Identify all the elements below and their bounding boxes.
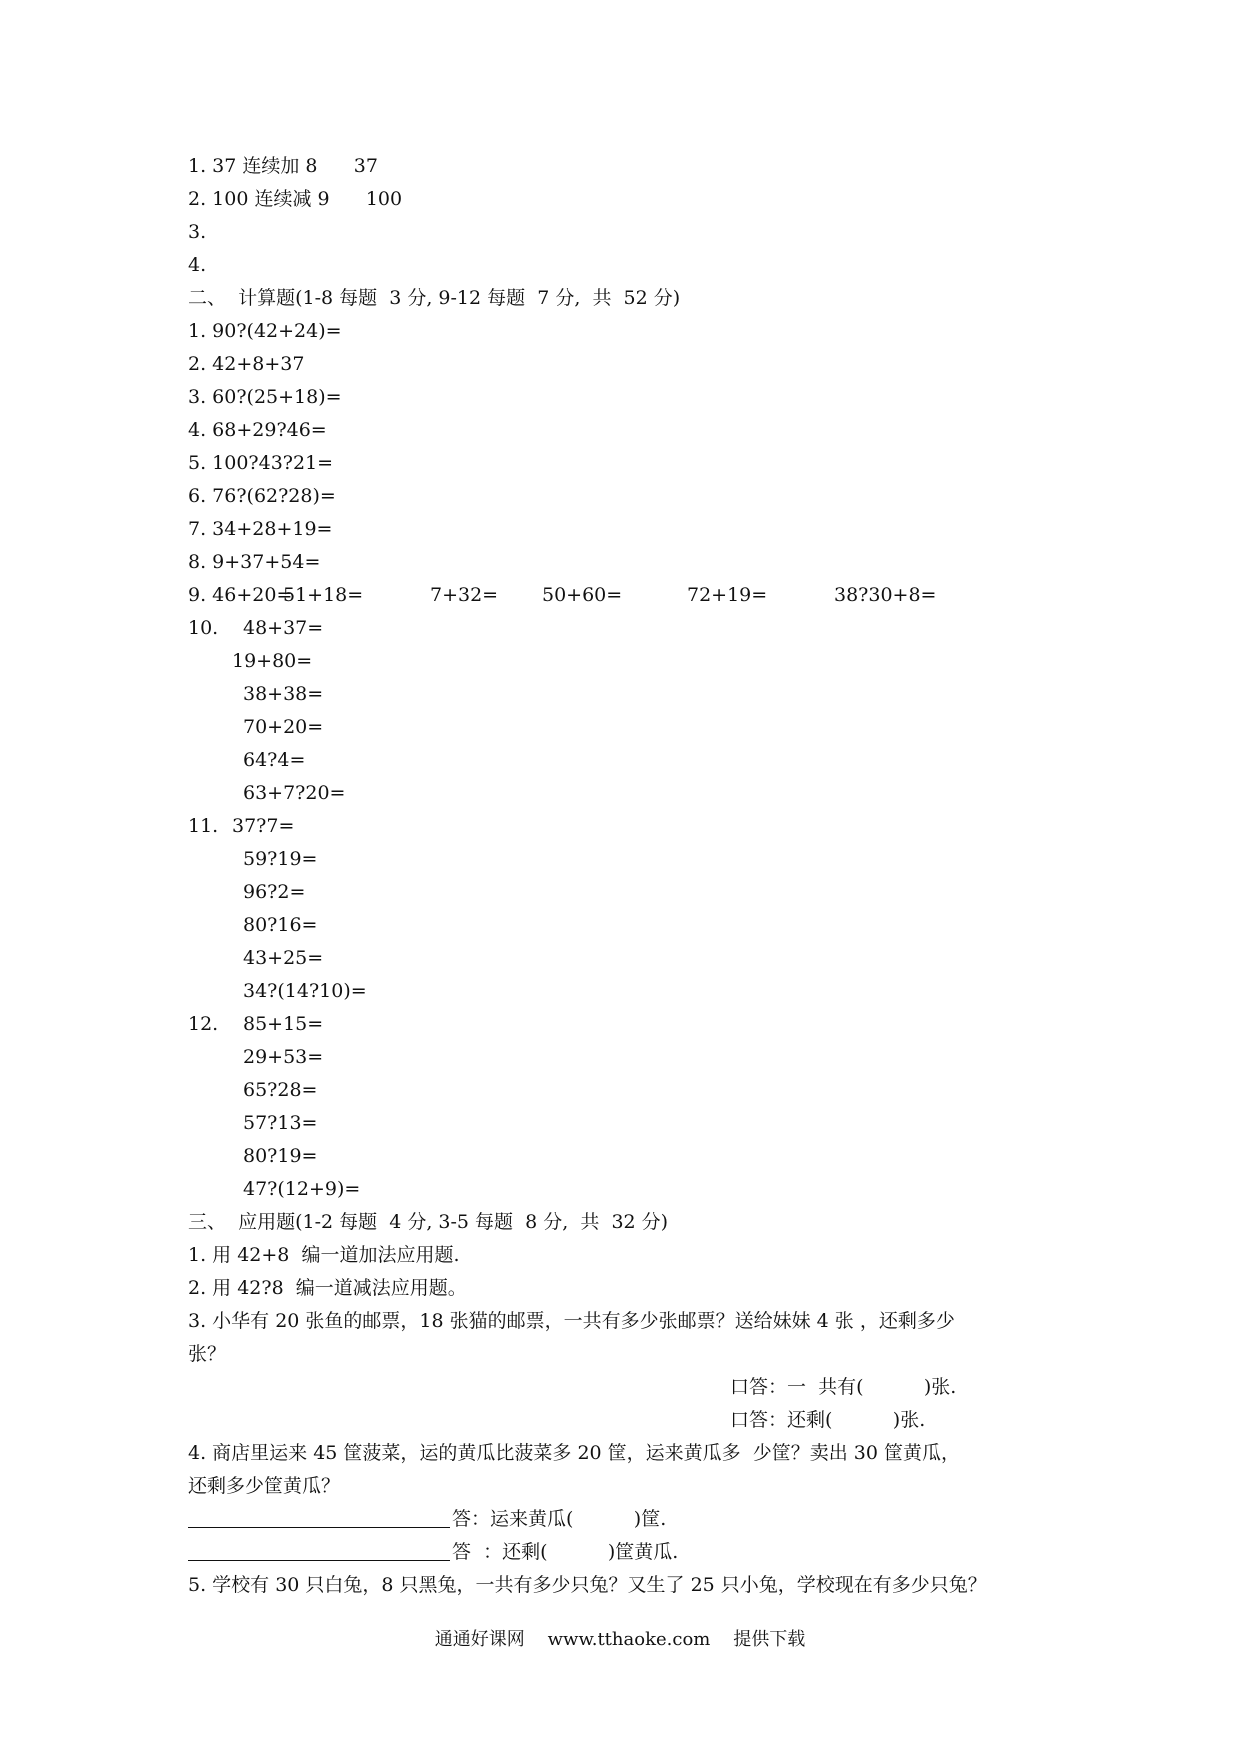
s3-q5: 5. 学校有 30 只白兔，8 只黑兔，一共有多少只兔？又生了 25 只小兔，学校现在有多少只兔？ [188,1574,987,1596]
q12-expr-4: 57?13= [243,1112,318,1134]
q9-part-4: 72+19= [687,584,768,606]
page-footer [0,1628,1240,1652]
footer-brand: 通通好课网 [434,1629,525,1650]
s2-item-8: 8. 9+37+54= [188,551,321,573]
q12-label: 12. [188,1013,219,1035]
q12-expr-6: 47?(12+9)= [243,1178,361,1200]
answer-blank-line-2 [188,1560,450,1561]
s2-item-7: 7. 34+28+19= [188,518,333,540]
q12-expr-1: 85+15= [243,1013,324,1035]
s3-q3-answer-remaining: 口答：还剩( )张. [730,1409,926,1431]
footer-url[interactable]: www.tthaoke.com [547,1629,711,1650]
s1-item-4: 4. [188,254,207,276]
section3-heading: 三、 应用题(1-2 每题 4 分, 3-5 每题 8 分, 共 32 分) [188,1211,669,1233]
q10-label: 10. [188,617,219,639]
s3-q3-answer-total: 口答：一 共有( )张. [730,1376,957,1398]
s1-item-1: 1. 37 连续加 8 37 [188,155,378,177]
q12-expr-3: 65?28= [243,1079,318,1101]
q11-expr-6: 34?(14?10)= [243,980,367,1002]
s3-q4-answer-remaining: 答 ：还剩( )筐黄瓜. [452,1541,679,1563]
s2-item-5: 5. 100?43?21= [188,452,334,474]
q11-label: 11. [188,815,219,837]
q11-expr-4: 80?16= [243,914,318,936]
s3-q2: 2. 用 42?8 编一道减法应用题。 [188,1277,467,1299]
q11-expr-3: 96?2= [243,881,306,903]
q10-expr-2: 19+80= [232,650,313,672]
footer-suffix: 提供下载 [733,1629,806,1650]
s3-q3-line2: 张？ [188,1343,227,1365]
q10-expr-4: 70+20= [243,716,324,738]
s2-item-2: 2. 42+8+37 [188,353,305,375]
q10-expr-6: 63+7?20= [243,782,346,804]
s3-q3-line1: 3. 小华有 20 张鱼的邮票，18 张猫的邮票，一共有多少张邮票？送给妹妹 4 张 ，还剩多少 [188,1310,955,1332]
s2-item-1: 1. 90?(42+24)= [188,320,342,342]
q10-expr-5: 64?4= [243,749,306,771]
s2-item-3: 3. 60?(25+18)= [188,386,342,408]
q10-expr-3: 38+38= [243,683,324,705]
s1-item-2: 2. 100 连续减 9 100 [188,188,403,210]
s2-item-6: 6. 76?(62?28)= [188,485,336,507]
s3-q1: 1. 用 42+8 编一道加法应用题. [188,1244,460,1266]
q9-part-3: 50+60= [542,584,623,606]
q11-expr-1: 37?7= [232,815,295,837]
q11-expr-5: 43+25= [243,947,324,969]
q9-part-5: 38?30+8= [834,584,937,606]
answer-blank-line-1 [188,1527,450,1528]
q10-expr-1: 48+37= [243,617,324,639]
q11-expr-2: 59?19= [243,848,318,870]
s2-item-4: 4. 68+29?46= [188,419,327,441]
section2-heading: 二、 计算题(1-8 每题 3 分, 9-12 每题 7 分, 共 52 分) [188,287,681,309]
q12-expr-2: 29+53= [243,1046,324,1068]
q12-expr-5: 80?19= [243,1145,318,1167]
s3-q4-line2: 还剩多少筐黄瓜？ [188,1475,341,1497]
q9-part-2: 7+32= [430,584,499,606]
s3-q4-answer-cucumbers: 答：运来黄瓜( )筐. [452,1508,667,1530]
s3-q4-line1: 4. 商店里运来 45 筐菠菜，运的黄瓜比菠菜多 20 筐，运来黄瓜多 少筐？卖出 30 筐黄瓜， [188,1442,961,1464]
q9-label: 9. 46+20= [188,584,293,606]
q9-part-1: 51+18= [283,584,364,606]
s1-item-3: 3. [188,221,207,243]
